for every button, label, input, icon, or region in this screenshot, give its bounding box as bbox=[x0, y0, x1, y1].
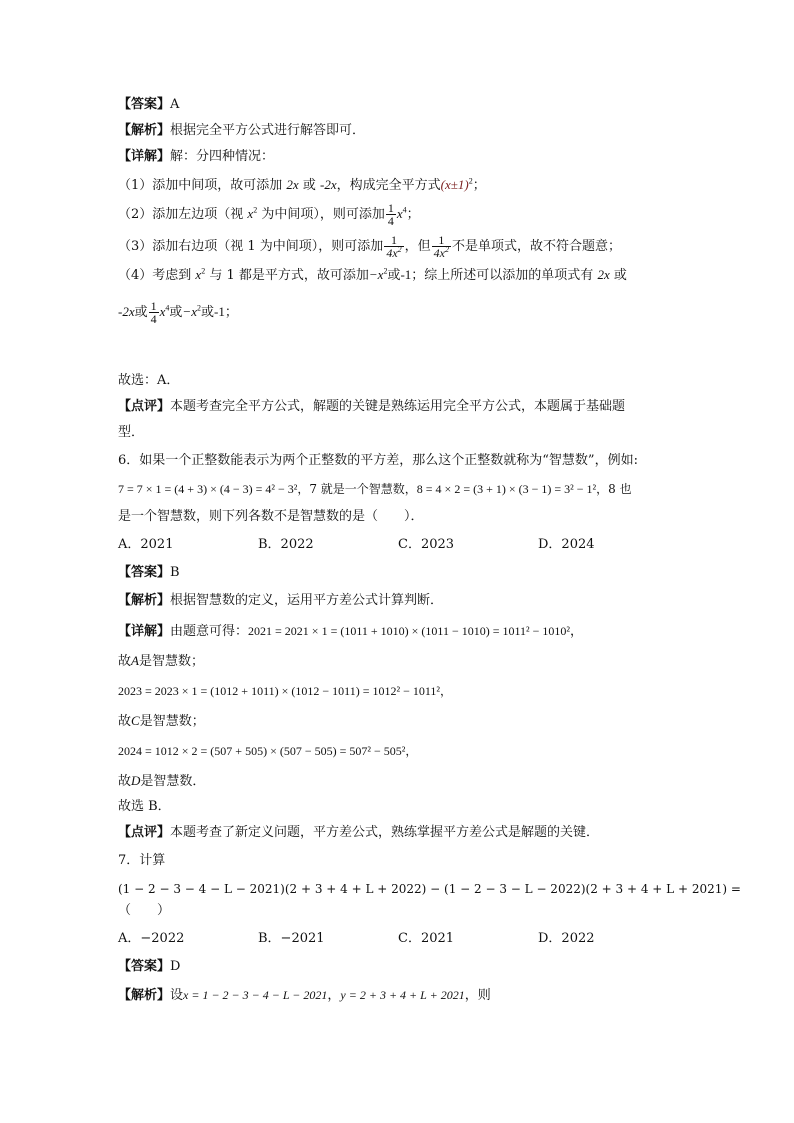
analysis-text: ，则 bbox=[464, 988, 491, 1003]
q6-eq-2024 bbox=[118, 742, 417, 760]
detail-text: 解：分四种情况： bbox=[170, 149, 275, 164]
q5-case-1: （1）添加中间项，故可添加 2x 或 -2x，构成完全平方式$(x\pm 1)^2$； bbox=[118, 176, 486, 193]
detail-text: 由题意可得： bbox=[170, 624, 249, 639]
case-text: （4）考虑到 bbox=[118, 268, 192, 283]
detail-text: 故 bbox=[118, 774, 132, 789]
math-term: −x bbox=[368, 267, 384, 282]
detail-text: 是智慧数； bbox=[138, 654, 204, 669]
math-term: -1 bbox=[400, 267, 412, 282]
math-term: x bbox=[159, 304, 166, 319]
q6-analysis-line bbox=[118, 592, 443, 610]
detail-text: 故 bbox=[118, 654, 132, 669]
option-d: D．2022 bbox=[538, 931, 595, 946]
math-expr: 2021 = 2021 × 1 = (1011 + 1010) × (1011 − 1010) = 1011² − 1010² bbox=[248, 624, 571, 638]
answer-value: A bbox=[170, 97, 180, 112]
math-expr: 2024 = 1012 × 2 = (507 + 505) × (507 − 505) = 507² − 505² bbox=[118, 744, 406, 758]
math-expr: x = 1 − 2 − 3 − 4 − L − 2021 bbox=[183, 988, 328, 1002]
q6-so-a bbox=[118, 652, 204, 671]
answer-tag: 【答案】 bbox=[118, 97, 171, 112]
option-d: D．2024 bbox=[538, 537, 595, 552]
option-b: B．−2021 bbox=[258, 931, 325, 946]
comment-tag: 【点评】 bbox=[118, 825, 171, 840]
math-term: 2x bbox=[286, 177, 299, 192]
analysis-tag: 【解析】 bbox=[118, 988, 171, 1003]
q5-case-4: （4）考虑到 $x^2$ 与 1 都是平方式，故可添加$-x^2$或-1；综上所述可以添加的单项式有 2x 或 bbox=[118, 266, 627, 283]
math-term: A bbox=[131, 653, 139, 668]
case-text: ，但 bbox=[404, 239, 431, 254]
case-text: 与 1 都是平方式，故可添加 bbox=[209, 268, 369, 283]
option-a: A．−2022 bbox=[118, 931, 185, 946]
q5-detail-line bbox=[118, 148, 274, 166]
option-c: C．2021 bbox=[398, 931, 455, 946]
case-text: （2）添加左边项（视 bbox=[118, 207, 244, 222]
q7-expression: (1 − 2 − 3 − 4 − L − 2021)(2 + 3 + 4 + L + 2022) − (1 − 2 − 3 − L − 2022)(2 + 3 + 4 + L + 2021) = bbox=[118, 882, 741, 896]
punct: ； bbox=[224, 305, 238, 320]
q5-answer-line bbox=[118, 96, 179, 114]
fraction: $\frac{1}{4}$ bbox=[150, 299, 157, 326]
q6-answer-line bbox=[118, 564, 180, 582]
q5-choose: 故选：A． bbox=[118, 373, 180, 388]
case-text: 为中间项），则可添加 bbox=[261, 207, 385, 222]
q5-analysis-line bbox=[118, 122, 365, 140]
q6-choose: 故选 B． bbox=[118, 799, 171, 814]
punct: ， bbox=[439, 684, 452, 698]
math-expr: 8 = 4 × 2 = (3 + 1) × (3 − 1) = 3² − 1² bbox=[416, 482, 597, 496]
analysis-tag: 【解析】 bbox=[118, 593, 171, 608]
q7-stem: 7．计算 bbox=[118, 853, 166, 868]
q7-analysis-line bbox=[118, 986, 491, 1005]
q6-stem-3: 是一个智慧数，则下列各数不是智慧数的是（ ）． bbox=[118, 509, 424, 524]
case-text: 或 bbox=[134, 305, 148, 320]
punct: ， bbox=[570, 624, 584, 639]
math-term: -1 bbox=[213, 304, 225, 319]
case-text: 或 bbox=[613, 268, 627, 283]
q5-comment-line bbox=[118, 398, 625, 416]
q7-blank: （ ） bbox=[118, 903, 171, 918]
stem-text: ，8 也 bbox=[596, 482, 632, 496]
q5-case-3 bbox=[118, 234, 621, 259]
analysis-tag: 【解析】 bbox=[118, 123, 171, 138]
math-expr: y = 2 + 3 + 4 + L + 2021 bbox=[340, 988, 465, 1002]
math-term: −x bbox=[182, 304, 197, 319]
math-term: x bbox=[396, 206, 403, 221]
detail-text: 是智慧数． bbox=[140, 774, 206, 789]
detail-text: 故 bbox=[118, 714, 132, 729]
math-term: -2x bbox=[320, 177, 337, 192]
detail-tag: 【详解】 bbox=[118, 149, 171, 164]
q6-stem-1: 6．如果一个正整数能表示为两个正整数的平方差，那么这个正整数就称为“智慧数”，例如: bbox=[118, 453, 638, 468]
math-expr: 2023 = 2023 × 1 = (1012 + 1011) × (1012 − 1011) = 1012² − 1011² bbox=[118, 684, 440, 698]
case-text: 或 bbox=[302, 178, 316, 193]
option-c: C．2023 bbox=[398, 537, 455, 552]
q6-detail-line bbox=[118, 622, 583, 641]
answer-value: D bbox=[170, 959, 181, 974]
math-term: x bbox=[195, 267, 202, 282]
q6-comment-line bbox=[118, 824, 599, 842]
answer-value: B bbox=[170, 565, 180, 580]
q7-answer-line bbox=[118, 958, 180, 976]
option-b: B．2022 bbox=[258, 537, 314, 552]
math-term: 2x bbox=[597, 267, 610, 282]
q7-options bbox=[118, 930, 678, 948]
case-text: 或 bbox=[200, 305, 214, 320]
analysis-text: 设 bbox=[170, 988, 184, 1003]
analysis-text: 根据完全平方公式进行解答即可． bbox=[170, 123, 366, 138]
stem-text: ，7 就是一个智慧数， bbox=[297, 482, 417, 496]
math-expr: 7 = 7 × 1 = (4 + 3) × (4 − 3) = 4² − 3² bbox=[118, 482, 298, 496]
q6-so-c bbox=[118, 712, 205, 731]
q6-options bbox=[118, 536, 678, 554]
q6-so-d bbox=[118, 772, 205, 791]
punct: ， bbox=[327, 988, 341, 1003]
comment-text: 本题考查了新定义问题，平方差公式，熟练掌握平方差公式是解题的关键． bbox=[170, 825, 600, 840]
math-term: D bbox=[131, 773, 141, 788]
math-term: -2x bbox=[118, 304, 135, 319]
fraction: $\frac{1}{4x^2}$ bbox=[433, 233, 449, 260]
q5-case-2: （2）添加左边项（视 $x^2$ 为中间项），则可添加 $\frac{1}{4}$ $x^4$； bbox=[118, 201, 420, 228]
answer-tag: 【答案】 bbox=[118, 959, 171, 974]
punct: ； bbox=[406, 207, 420, 222]
analysis-text: 根据智慧数的定义，运用平方差公式计算判断． bbox=[170, 593, 444, 608]
answer-tag: 【答案】 bbox=[118, 565, 171, 580]
q6-stem-2 bbox=[118, 480, 632, 498]
comment-tag: 【点评】 bbox=[118, 399, 171, 414]
fraction: $\frac{1}{4}$ bbox=[387, 201, 394, 228]
case-text: 不是单项式，故不符合题意； bbox=[451, 239, 621, 254]
q5-case-4-cont: -2x或 $\frac{1}{4}$ $x^4$或$-x^2$或-1； bbox=[118, 299, 238, 326]
case-text: 或 bbox=[387, 268, 401, 283]
case-text: （1）添加中间项，故可添加 bbox=[118, 178, 283, 193]
fraction: $\frac{1}{4x^2}$ bbox=[386, 233, 402, 260]
math-term: C bbox=[131, 713, 140, 728]
math-expr: (x±1) bbox=[440, 177, 469, 192]
case-text: 或 bbox=[169, 305, 183, 320]
option-a: A．2021 bbox=[118, 537, 174, 552]
case-text: ，构成完全平方式 bbox=[336, 178, 441, 193]
case-text: ；综上所述可以添加的单项式有 bbox=[411, 268, 594, 283]
q5-comment-cont: 型． bbox=[118, 425, 145, 440]
comment-text: 本题考查完全平方公式，解题的关键是熟练运用完全平方公式，本题属于基础题 bbox=[170, 399, 626, 414]
detail-text: 是智慧数； bbox=[139, 714, 205, 729]
q6-eq-2023 bbox=[118, 682, 452, 700]
detail-tag: 【详解】 bbox=[118, 624, 171, 639]
math-term: x bbox=[247, 206, 254, 221]
case-text: （3）添加右边项（视 1 为中间项），则可添加 bbox=[118, 239, 384, 254]
punct: ， bbox=[405, 744, 418, 758]
